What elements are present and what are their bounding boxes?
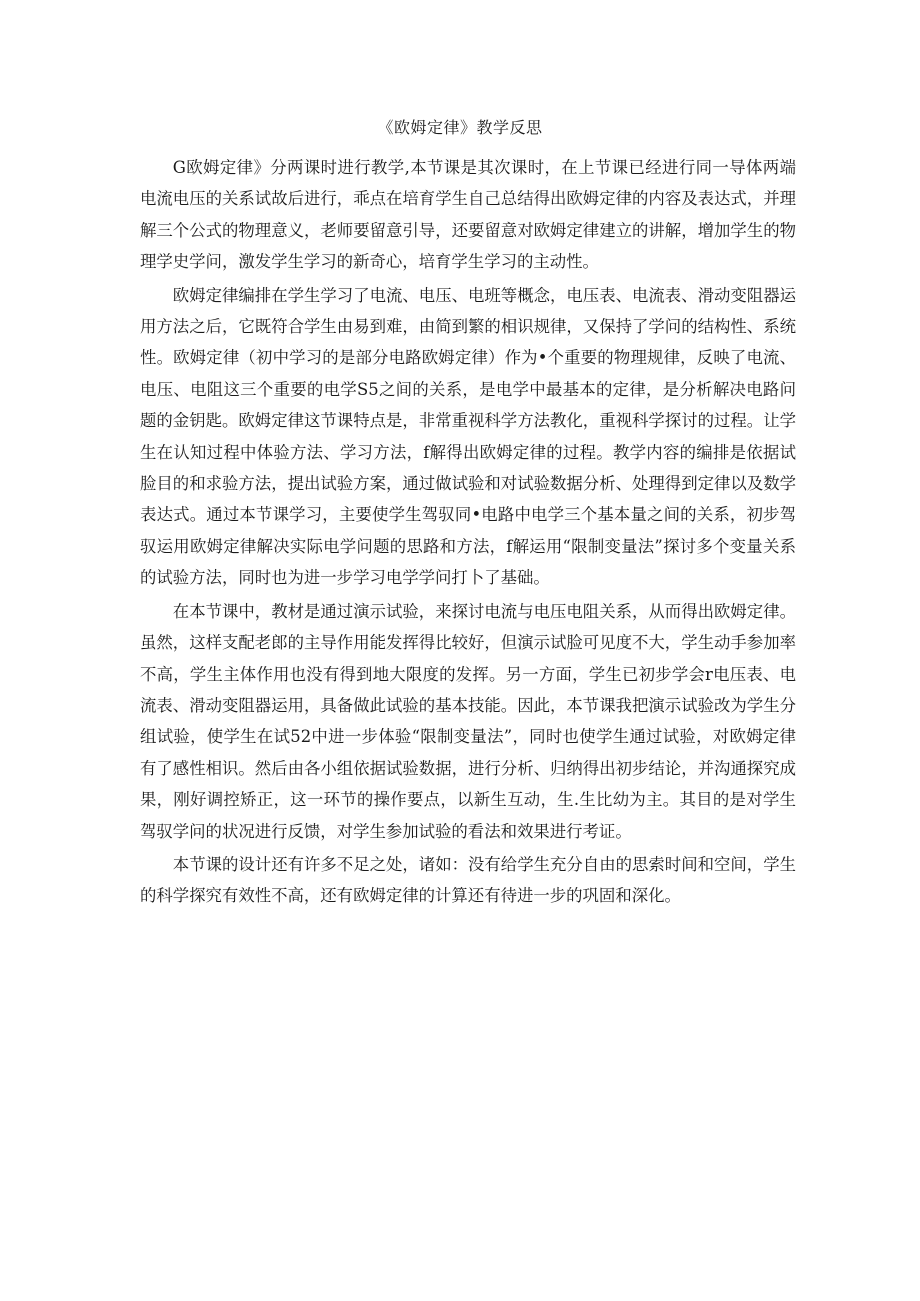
document-body [140, 152, 796, 912]
paragraph-2: 欧姆定律编排在学生学习了电流、电压、电班等概念，电压表、电流表、滑动变阻器运用方法之后，它既符合学生由易到难，由简到繁的相识规律，又保持了学问的结构性、系统性。欧姆定律（初中学习的是部分电路欧姆定律）作为•个重要的物理规律，反映了电流、电压、电阻这三个重要的电学S5之间的关系，是电学中最基本的定律，是分析解决电路问题的金钥匙。欧姆定律这节课特点是，非常重视科学方法教化，重视科学探讨的过程。让学生在认知过程中体验方法、学习方法，f解得出欧姆定律的过程。教学内容的编排是依据试脸目的和求验方法，提出试验方案，通过做试验和对试验数据分析、处理得到定律以及数学表达式。通过本节课学习，主要使学生驾驭同•电路中电学三个基本量之间的关系，初步驾驭运用欧姆定律解决实际电学问题的思路和方法，f解运用“限制变量法”探讨多个变量关系的试验方法，同时也为进一步学习电学学问打卜了基础。 [140, 285, 796, 588]
page-title: 《欧姆定律》教学反思 [377, 118, 543, 137]
paragraph-4: 本节课的设计还有许多不足之处，诸如：没有给学生充分自由的思索时间和空间，学生的科学探究有效性不高，还有欧姆定律的计算还有待进一步的巩固和深化。 [140, 854, 796, 906]
paragraph-1: G欧姆定律》分两课时进行教学,本节课是其次课时，在上节课已经进行同一导体两端电流电压的关系试故后进行，乖点在培育学生自己总结得出欧姆定律的内容及表达式，并理解三个公式的物理意义，老师要留意引导，还要留意对欧姆定律建立的讲解，增加学生的物理学史学问，激发学生学习的新奇心，培育学生学习的主动性。 [140, 158, 796, 272]
paragraph-3: 在本节课中，教材是通过演示试验，来探讨电流与电压电阻关系，从而得出欧姆定律。虽然，这样支配老郎的主导作用能发挥得比较好，但演示试脸可见度不大，学生动手参加率不高，学生主体作用也没有得到地大限度的发挥。另一方面，学生已初步学会r电压表、电流表、滑动变阻器运用，具备做此试验的基本技能。因此，本节课我把演示试验改为学生分组试验，使学生在试52中进一步体验“限制变量法”，同时也使学生通过试验，对欧姆定律有了感性相识。然后由各小组依据试验数据，进行分析、归纳得出初步结论，并沟通探究成果，刚好调控矫正，这一环节的操作要点，以新生互动，生.生比幼为主。其目的是对学生驾驭学问的状况进行反馈，对学生参加试验的看法和效果进行考证。 [140, 601, 796, 841]
